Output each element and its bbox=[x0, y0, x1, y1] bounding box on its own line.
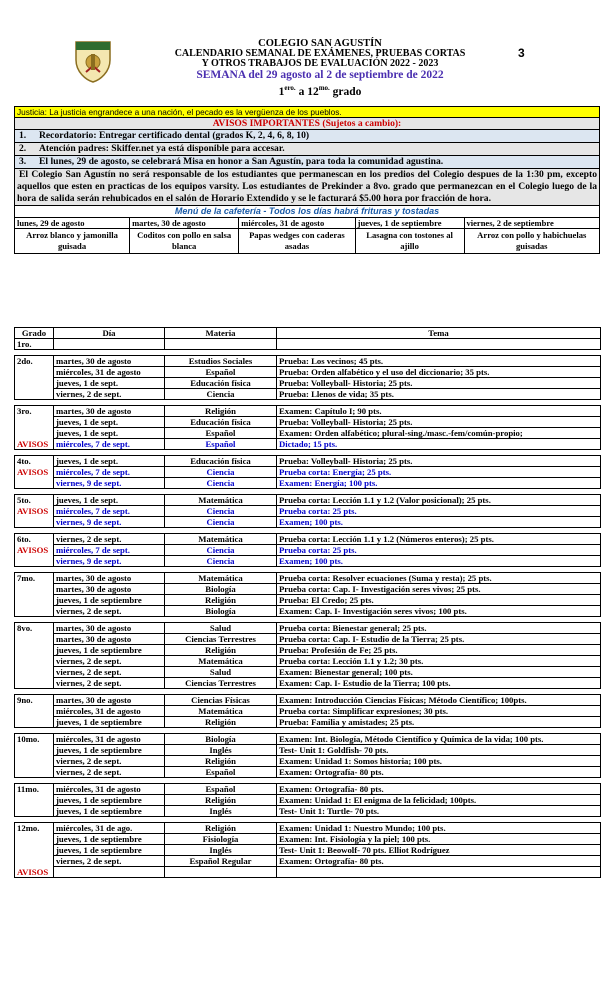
schedule-row bbox=[15, 439, 601, 450]
schedule-row bbox=[15, 606, 601, 617]
grade-cell: AVISOS bbox=[15, 867, 54, 878]
grade-cell bbox=[15, 428, 54, 439]
topic-cell: Examen: Cap. I- Investigación seres vivos; 100 pts. bbox=[277, 606, 601, 617]
schedule-row bbox=[15, 795, 601, 806]
day-cell: miércoles, 7 de sept. bbox=[54, 467, 165, 478]
schedule-row bbox=[15, 417, 601, 428]
day-cell: miércoles, 7 de sept. bbox=[54, 439, 165, 450]
subject-cell: Ciencia bbox=[165, 545, 277, 556]
grade-cell bbox=[15, 417, 54, 428]
topic-cell: Dictado; 15 pts. bbox=[277, 439, 601, 450]
day-cell: miércoles, 7 de sept. bbox=[54, 545, 165, 556]
grade-cell: 10mo. bbox=[15, 734, 54, 745]
topic-cell: Examen: Bienestar general; 100 pts. bbox=[277, 667, 601, 678]
day-cell: martes, 30 de agosto bbox=[54, 623, 165, 634]
subject-cell: Español bbox=[165, 784, 277, 795]
topic-cell: Prueba corta: 25 pts. bbox=[277, 545, 601, 556]
topic-cell: Examen; 100 pts. bbox=[277, 556, 601, 567]
schedule-row bbox=[15, 517, 601, 528]
grade-cell bbox=[15, 795, 54, 806]
subject-cell: Inglés bbox=[165, 806, 277, 817]
grade-cell bbox=[15, 717, 54, 728]
subject-cell: Español bbox=[165, 367, 277, 378]
schedule-row bbox=[15, 734, 601, 745]
day-cell: jueves, 1 de sept. bbox=[54, 428, 165, 439]
day-cell: martes, 30 de agosto bbox=[54, 356, 165, 367]
calendar-title-line1: CALENDARIO SEMANAL DE EXÁMENES, PRUEBAS CORTAS bbox=[174, 48, 466, 59]
grade-cell: 6to. bbox=[15, 534, 54, 545]
subject-cell: Inglés bbox=[165, 745, 277, 756]
grade-cell bbox=[15, 667, 54, 678]
grade-cell: AVISOS bbox=[15, 506, 54, 517]
subject-cell: Ciencia bbox=[165, 506, 277, 517]
subject-cell: Religión bbox=[165, 756, 277, 767]
menu-food: Arroz blanco y jamonilla guisada bbox=[15, 229, 130, 254]
grade-cell bbox=[15, 706, 54, 717]
day-cell: jueves, 1 de septiembre bbox=[54, 717, 165, 728]
day-cell: viernes, 2 de sept. bbox=[54, 767, 165, 778]
grade-cell bbox=[15, 645, 54, 656]
grade-cell: 11mo. bbox=[15, 784, 54, 795]
topic-cell: Prueba corta: Lección 1.1 y 1.2 (Valor posicional); 25 pts. bbox=[277, 495, 601, 506]
schedule-row bbox=[15, 667, 601, 678]
day-cell: viernes, 9 de sept. bbox=[54, 517, 165, 528]
topic-cell: Test- Unit 1: Goldfish- 70 pts. bbox=[277, 745, 601, 756]
menu-day: miércoles, 31 de agosto bbox=[239, 218, 355, 229]
grade-cell bbox=[15, 378, 54, 389]
day-cell: jueves, 1 de septiembre bbox=[54, 845, 165, 856]
subject-cell: Inglés bbox=[165, 845, 277, 856]
subject-cell: Ciencias Físicas bbox=[165, 695, 277, 706]
topic-cell: Test- Unit 1: Turtle- 70 pts. bbox=[277, 806, 601, 817]
grade-cell: 12mo. bbox=[15, 823, 54, 834]
day-cell: miércoles, 31 de agosto bbox=[54, 706, 165, 717]
grade-cell bbox=[15, 806, 54, 817]
topic-cell: Prueba: Volleyball- Historia; 25 pts. bbox=[277, 456, 601, 467]
topic-cell bbox=[277, 339, 601, 350]
grade-cell bbox=[15, 584, 54, 595]
topic-cell: Prueba corta: Cap. I- Estudio de la Tierra; 25 pts. bbox=[277, 634, 601, 645]
subject-cell: Ciencias Terrestres bbox=[165, 634, 277, 645]
subject-cell: Ciencia bbox=[165, 467, 277, 478]
schedule-row bbox=[15, 495, 601, 506]
topic-cell: Examen: Ortografía- 80 pts. bbox=[277, 856, 601, 867]
grade-cell: 3ro. bbox=[15, 406, 54, 417]
topic-cell: Examen: Ortografía- 80 pts. bbox=[277, 767, 601, 778]
menu-food: Coditos con pollo en salsa blanca bbox=[130, 229, 239, 254]
menu-food: Arroz con pollo y habichuelas guisadas bbox=[464, 229, 599, 254]
topic-cell: Examen: Unidad 1: El enigma de la felicidad; 100pts. bbox=[277, 795, 601, 806]
grade-cell bbox=[15, 517, 54, 528]
topic-cell: Prueba corta: 25 pts. bbox=[277, 506, 601, 517]
schedule-row bbox=[15, 356, 601, 367]
schedule-row bbox=[15, 573, 601, 584]
value-of-week: Justicia: La justicia engrandece a una nación, el pecado es la vergüenza de los pueblos. bbox=[15, 107, 600, 118]
topic-cell: Prueba: Profesión de Fe; 25 pts. bbox=[277, 645, 601, 656]
announcements-table bbox=[14, 106, 600, 254]
topic-cell: Prueba: Llenos de vida; 35 pts. bbox=[277, 389, 601, 400]
schedule-row bbox=[15, 745, 601, 756]
grade-cell bbox=[15, 756, 54, 767]
grade-cell bbox=[15, 556, 54, 567]
schedule-header-row bbox=[15, 328, 601, 339]
day-cell: viernes, 2 de sept. bbox=[54, 389, 165, 400]
day-cell: jueves, 1 de septiembre bbox=[54, 595, 165, 606]
schedule-row bbox=[15, 556, 601, 567]
schedule-row bbox=[15, 545, 601, 556]
schedule-row bbox=[15, 339, 601, 350]
notice-item: El Colegio San Agustín no será responsable de los estudiantes que permanescan en los predios del Colegio despues de la 1:30 pm, excepto aquellos que esten en practicas de los equipos varsity. Los estudiantes de Prekinder a 8vo. grado que permanezcan en el Colegio luego de la hora de salida serán rehubicados en el salón de Horario Extendido y se le facturará $5.00 hora por fracción de hora. bbox=[15, 169, 600, 206]
menu-day: martes, 30 de agosto bbox=[130, 218, 239, 229]
schedule-row bbox=[15, 456, 601, 467]
schedule-row bbox=[15, 806, 601, 817]
grade-cell: 8vo. bbox=[15, 623, 54, 634]
topic-cell: Prueba corta: Resolver ecuaciones (Suma y resta); 25 pts. bbox=[277, 573, 601, 584]
schedule-row bbox=[15, 645, 601, 656]
subject-cell: Ciencia bbox=[165, 389, 277, 400]
subject-cell: Biología bbox=[165, 606, 277, 617]
topic-cell: Prueba corta: Lección 1.1 y 1.2; 30 pts. bbox=[277, 656, 601, 667]
schedule-row bbox=[15, 867, 601, 878]
schedule-row bbox=[15, 856, 601, 867]
day-cell: martes, 30 de agosto bbox=[54, 573, 165, 584]
subject-cell: Biología bbox=[165, 734, 277, 745]
day-cell: miércoles, 31 de agosto bbox=[54, 784, 165, 795]
school-name: COLEGIO SAN AGUSTÍN bbox=[258, 38, 382, 49]
day-cell bbox=[54, 867, 165, 878]
menu-day: jueves, 1 de septiembre bbox=[355, 218, 464, 229]
grade-cell bbox=[15, 606, 54, 617]
day-cell: jueves, 1 de septiembre bbox=[54, 795, 165, 806]
calendar-title-line2: Y OTROS TRABAJOS DE EVALUACIÓN 2022 - 2023 bbox=[201, 58, 439, 69]
schedule-row bbox=[15, 678, 601, 689]
day-cell: viernes, 9 de sept. bbox=[54, 478, 165, 489]
grade-cell bbox=[15, 595, 54, 606]
subject-cell: Matemática bbox=[165, 495, 277, 506]
day-cell: viernes, 2 de sept. bbox=[54, 656, 165, 667]
subject-cell: Español Regular bbox=[165, 856, 277, 867]
schedule-row bbox=[15, 756, 601, 767]
subject-cell: Ciencia bbox=[165, 556, 277, 567]
subject-cell: Ciencia bbox=[165, 517, 277, 528]
grade-cell: AVISOS bbox=[15, 545, 54, 556]
grade-cell: 7mo. bbox=[15, 573, 54, 584]
notice-item: 3. El lunes, 29 de agosto, se celebrará Misa en honor a San Agustín, para toda la comunidad agustina. bbox=[15, 156, 600, 169]
menu-food: Papas wedges con caderas asadas bbox=[239, 229, 355, 254]
menu-food-row bbox=[15, 229, 600, 254]
grade-cell: 4to. bbox=[15, 456, 54, 467]
topic-cell: Examen: Orden alfabético; plural-sing./masc.-fem/común-propio; bbox=[277, 428, 601, 439]
schedule-row bbox=[15, 784, 601, 795]
day-cell: jueves, 1 de septiembre bbox=[54, 806, 165, 817]
day-cell: viernes, 2 de sept. bbox=[54, 856, 165, 867]
day-cell: jueves, 1 de sept. bbox=[54, 417, 165, 428]
subject-cell: Ciencias Terrestres bbox=[165, 678, 277, 689]
subject-cell: Religión bbox=[165, 406, 277, 417]
topic-cell: Prueba: Volleyball- Historia; 25 pts. bbox=[277, 378, 601, 389]
menu-food: Lasagna con tostones al ajillo bbox=[355, 229, 464, 254]
schedule-row bbox=[15, 634, 601, 645]
day-cell: miércoles, 31 de agosto bbox=[54, 367, 165, 378]
day-cell: viernes, 9 de sept. bbox=[54, 556, 165, 567]
topic-cell: Prueba: Volleyball- Historia; 25 pts. bbox=[277, 417, 601, 428]
grade-cell bbox=[15, 745, 54, 756]
day-cell: jueves, 1 de septiembre bbox=[54, 645, 165, 656]
menu-days-row bbox=[15, 218, 600, 229]
grade-cell bbox=[15, 656, 54, 667]
schedule-row bbox=[15, 584, 601, 595]
subject-cell: Biología bbox=[165, 584, 277, 595]
schedule-row bbox=[15, 367, 601, 378]
subject-cell: Matemática bbox=[165, 573, 277, 584]
subject-cell bbox=[165, 339, 277, 350]
subject-cell: Matemática bbox=[165, 534, 277, 545]
grade-cell: 9no. bbox=[15, 695, 54, 706]
day-cell: martes, 30 de agosto bbox=[54, 584, 165, 595]
topic-cell: Prueba corta: Lección 1.1 y 1.2 (Números enteros); 25 pts. bbox=[277, 534, 601, 545]
subject-cell: Religión bbox=[165, 645, 277, 656]
subject-cell: Español bbox=[165, 428, 277, 439]
header-dia: Día bbox=[54, 328, 165, 339]
subject-cell: Religión bbox=[165, 595, 277, 606]
subject-cell: Religión bbox=[165, 717, 277, 728]
grade-cell: 1ro. bbox=[15, 339, 54, 350]
subject-cell: Español bbox=[165, 439, 277, 450]
grade-cell: AVISOS bbox=[15, 467, 54, 478]
subject-cell: Salud bbox=[165, 667, 277, 678]
day-cell: martes, 30 de agosto bbox=[54, 634, 165, 645]
topic-cell: Examen: Introducción Ciencias Físicas; Método Científico; 100pts. bbox=[277, 695, 601, 706]
schedule-row bbox=[15, 823, 601, 834]
topic-cell: Examen: Int. Biología, Método Científico y Química de la vida; 100 pts. bbox=[277, 734, 601, 745]
schedule-row bbox=[15, 595, 601, 606]
menu-day: viernes, 2 de septiembre bbox=[464, 218, 599, 229]
topic-cell bbox=[277, 867, 601, 878]
grade-cell: 5to. bbox=[15, 495, 54, 506]
week-range: SEMANA del 29 agosto al 2 de septiembre de 2022 bbox=[196, 69, 444, 81]
schedule-row bbox=[15, 767, 601, 778]
day-cell: miércoles, 31 de agosto bbox=[54, 734, 165, 745]
schedule-row bbox=[15, 534, 601, 545]
day-cell: martes, 30 de agosto bbox=[54, 406, 165, 417]
document-header bbox=[0, 0, 612, 104]
grade-range: $1^{ero.}$ a $12^{mo.}$ grado bbox=[278, 84, 362, 98]
grade-cell bbox=[15, 389, 54, 400]
day-cell: jueves, 1 de sept. bbox=[54, 456, 165, 467]
grade-cell: 2do. bbox=[15, 356, 54, 367]
subject-cell: Educación física bbox=[165, 417, 277, 428]
schedule-row bbox=[15, 845, 601, 856]
subject-cell: Matemática bbox=[165, 656, 277, 667]
subject-cell bbox=[165, 867, 277, 878]
topic-cell: Prueba corta: Cap. I- Investigación seres vivos; 25 pts. bbox=[277, 584, 601, 595]
subject-cell: Ciencia bbox=[165, 478, 277, 489]
day-cell: viernes, 2 de sept. bbox=[54, 606, 165, 617]
day-cell: jueves, 1 de sept. bbox=[54, 495, 165, 506]
schedule-row bbox=[15, 506, 601, 517]
avisos-title: AVISOS IMPORTANTES (Sujetos a cambio): bbox=[15, 118, 600, 130]
topic-cell: Prueba corta: Simplificar expresiones; 30 pts. bbox=[277, 706, 601, 717]
grade-cell bbox=[15, 834, 54, 845]
schedule-row bbox=[15, 389, 601, 400]
cafeteria-title: Menú de la cafetería - Todos los días habrá frituras y tostadas bbox=[15, 206, 600, 218]
topic-cell: Prueba: Familia y amistades; 25 pts. bbox=[277, 717, 601, 728]
grade-cell bbox=[15, 367, 54, 378]
day-cell: viernes, 2 de sept. bbox=[54, 678, 165, 689]
grade-cell: AVISOS bbox=[15, 439, 54, 450]
topic-cell: Examen: Energía; 100 pts. bbox=[277, 478, 601, 489]
subject-cell: Educación física bbox=[165, 378, 277, 389]
day-cell: miércoles, 31 de ago. bbox=[54, 823, 165, 834]
schedule-row bbox=[15, 623, 601, 634]
grade-cell bbox=[15, 634, 54, 645]
day-cell: jueves, 1 de septiembre bbox=[54, 834, 165, 845]
topic-cell: Examen; 100 pts. bbox=[277, 517, 601, 528]
schedule-row bbox=[15, 478, 601, 489]
day-cell: viernes, 2 de sept. bbox=[54, 534, 165, 545]
grade-cell bbox=[15, 856, 54, 867]
notice-item: 2. Atención padres: Skiffer.net ya está disponible para accesar. bbox=[15, 143, 600, 156]
header-grado: Grado bbox=[15, 328, 54, 339]
subject-cell: Español bbox=[165, 767, 277, 778]
topic-cell: Test- Unit 1: Beowolf- 70 pts. Elliot Rodríguez bbox=[277, 845, 601, 856]
schedule-row bbox=[15, 656, 601, 667]
schedule-row bbox=[15, 717, 601, 728]
school-crest-icon bbox=[72, 38, 114, 84]
day-cell: jueves, 1 de sept. bbox=[54, 378, 165, 389]
day-cell: viernes, 2 de sept. bbox=[54, 756, 165, 767]
exam-schedule-table bbox=[14, 327, 601, 878]
grade-cell bbox=[15, 767, 54, 778]
grade-cell bbox=[15, 478, 54, 489]
topic-cell: Examen: Cap. I- Estudio de la Tierra; 100 pts. bbox=[277, 678, 601, 689]
schedule-row bbox=[15, 406, 601, 417]
subject-cell: Educación física bbox=[165, 456, 277, 467]
day-cell: viernes, 2 de sept. bbox=[54, 667, 165, 678]
topic-cell: Prueba corta: Energía; 25 pts. bbox=[277, 467, 601, 478]
schedule-row bbox=[15, 834, 601, 845]
topic-cell: Examen: Unidad 1: Somos historia; 100 pts. bbox=[277, 756, 601, 767]
day-cell bbox=[54, 339, 165, 350]
topic-cell: Examen: Capítulo I; 90 pts. bbox=[277, 406, 601, 417]
subject-cell: Matemática bbox=[165, 706, 277, 717]
schedule-row bbox=[15, 378, 601, 389]
page-number: 3 bbox=[518, 46, 525, 60]
day-cell: miércoles, 7 de sept. bbox=[54, 506, 165, 517]
day-cell: jueves, 1 de septiembre bbox=[54, 745, 165, 756]
subject-cell: Salud bbox=[165, 623, 277, 634]
subject-cell: Fisiología bbox=[165, 834, 277, 845]
subject-cell: Religión bbox=[165, 823, 277, 834]
schedule-row bbox=[15, 428, 601, 439]
topic-cell: Examen: Unidad 1: Nuestro Mundo; 100 pts. bbox=[277, 823, 601, 834]
topic-cell: Prueba: Orden alfabético y el uso del diccionario; 35 pts. bbox=[277, 367, 601, 378]
menu-day: lunes, 29 de agosto bbox=[15, 218, 130, 229]
subject-cell: Religión bbox=[165, 795, 277, 806]
topic-cell: Examen: Int. Fisiología y la piel; 100 pts. bbox=[277, 834, 601, 845]
grade-cell bbox=[15, 678, 54, 689]
header-tema: Tema bbox=[277, 328, 601, 339]
topic-cell: Prueba corta: Bienestar general; 25 pts. bbox=[277, 623, 601, 634]
schedule-row bbox=[15, 467, 601, 478]
topic-cell: Examen: Ortografía- 80 pts. bbox=[277, 784, 601, 795]
topic-cell: Prueba: Los vecinos; 45 pts. bbox=[277, 356, 601, 367]
schedule-row bbox=[15, 695, 601, 706]
subject-cell: Estudios Sociales bbox=[165, 356, 277, 367]
notice-item: 1. Recordatorio: Entregar certificado dental (grados K, 2, 4, 6, 8, 10) bbox=[15, 130, 600, 143]
day-cell: martes, 30 de agosto bbox=[54, 695, 165, 706]
grade-cell bbox=[15, 845, 54, 856]
header-materia: Materia bbox=[165, 328, 277, 339]
topic-cell: Prueba: El Credo; 25 pts. bbox=[277, 595, 601, 606]
schedule-row bbox=[15, 706, 601, 717]
